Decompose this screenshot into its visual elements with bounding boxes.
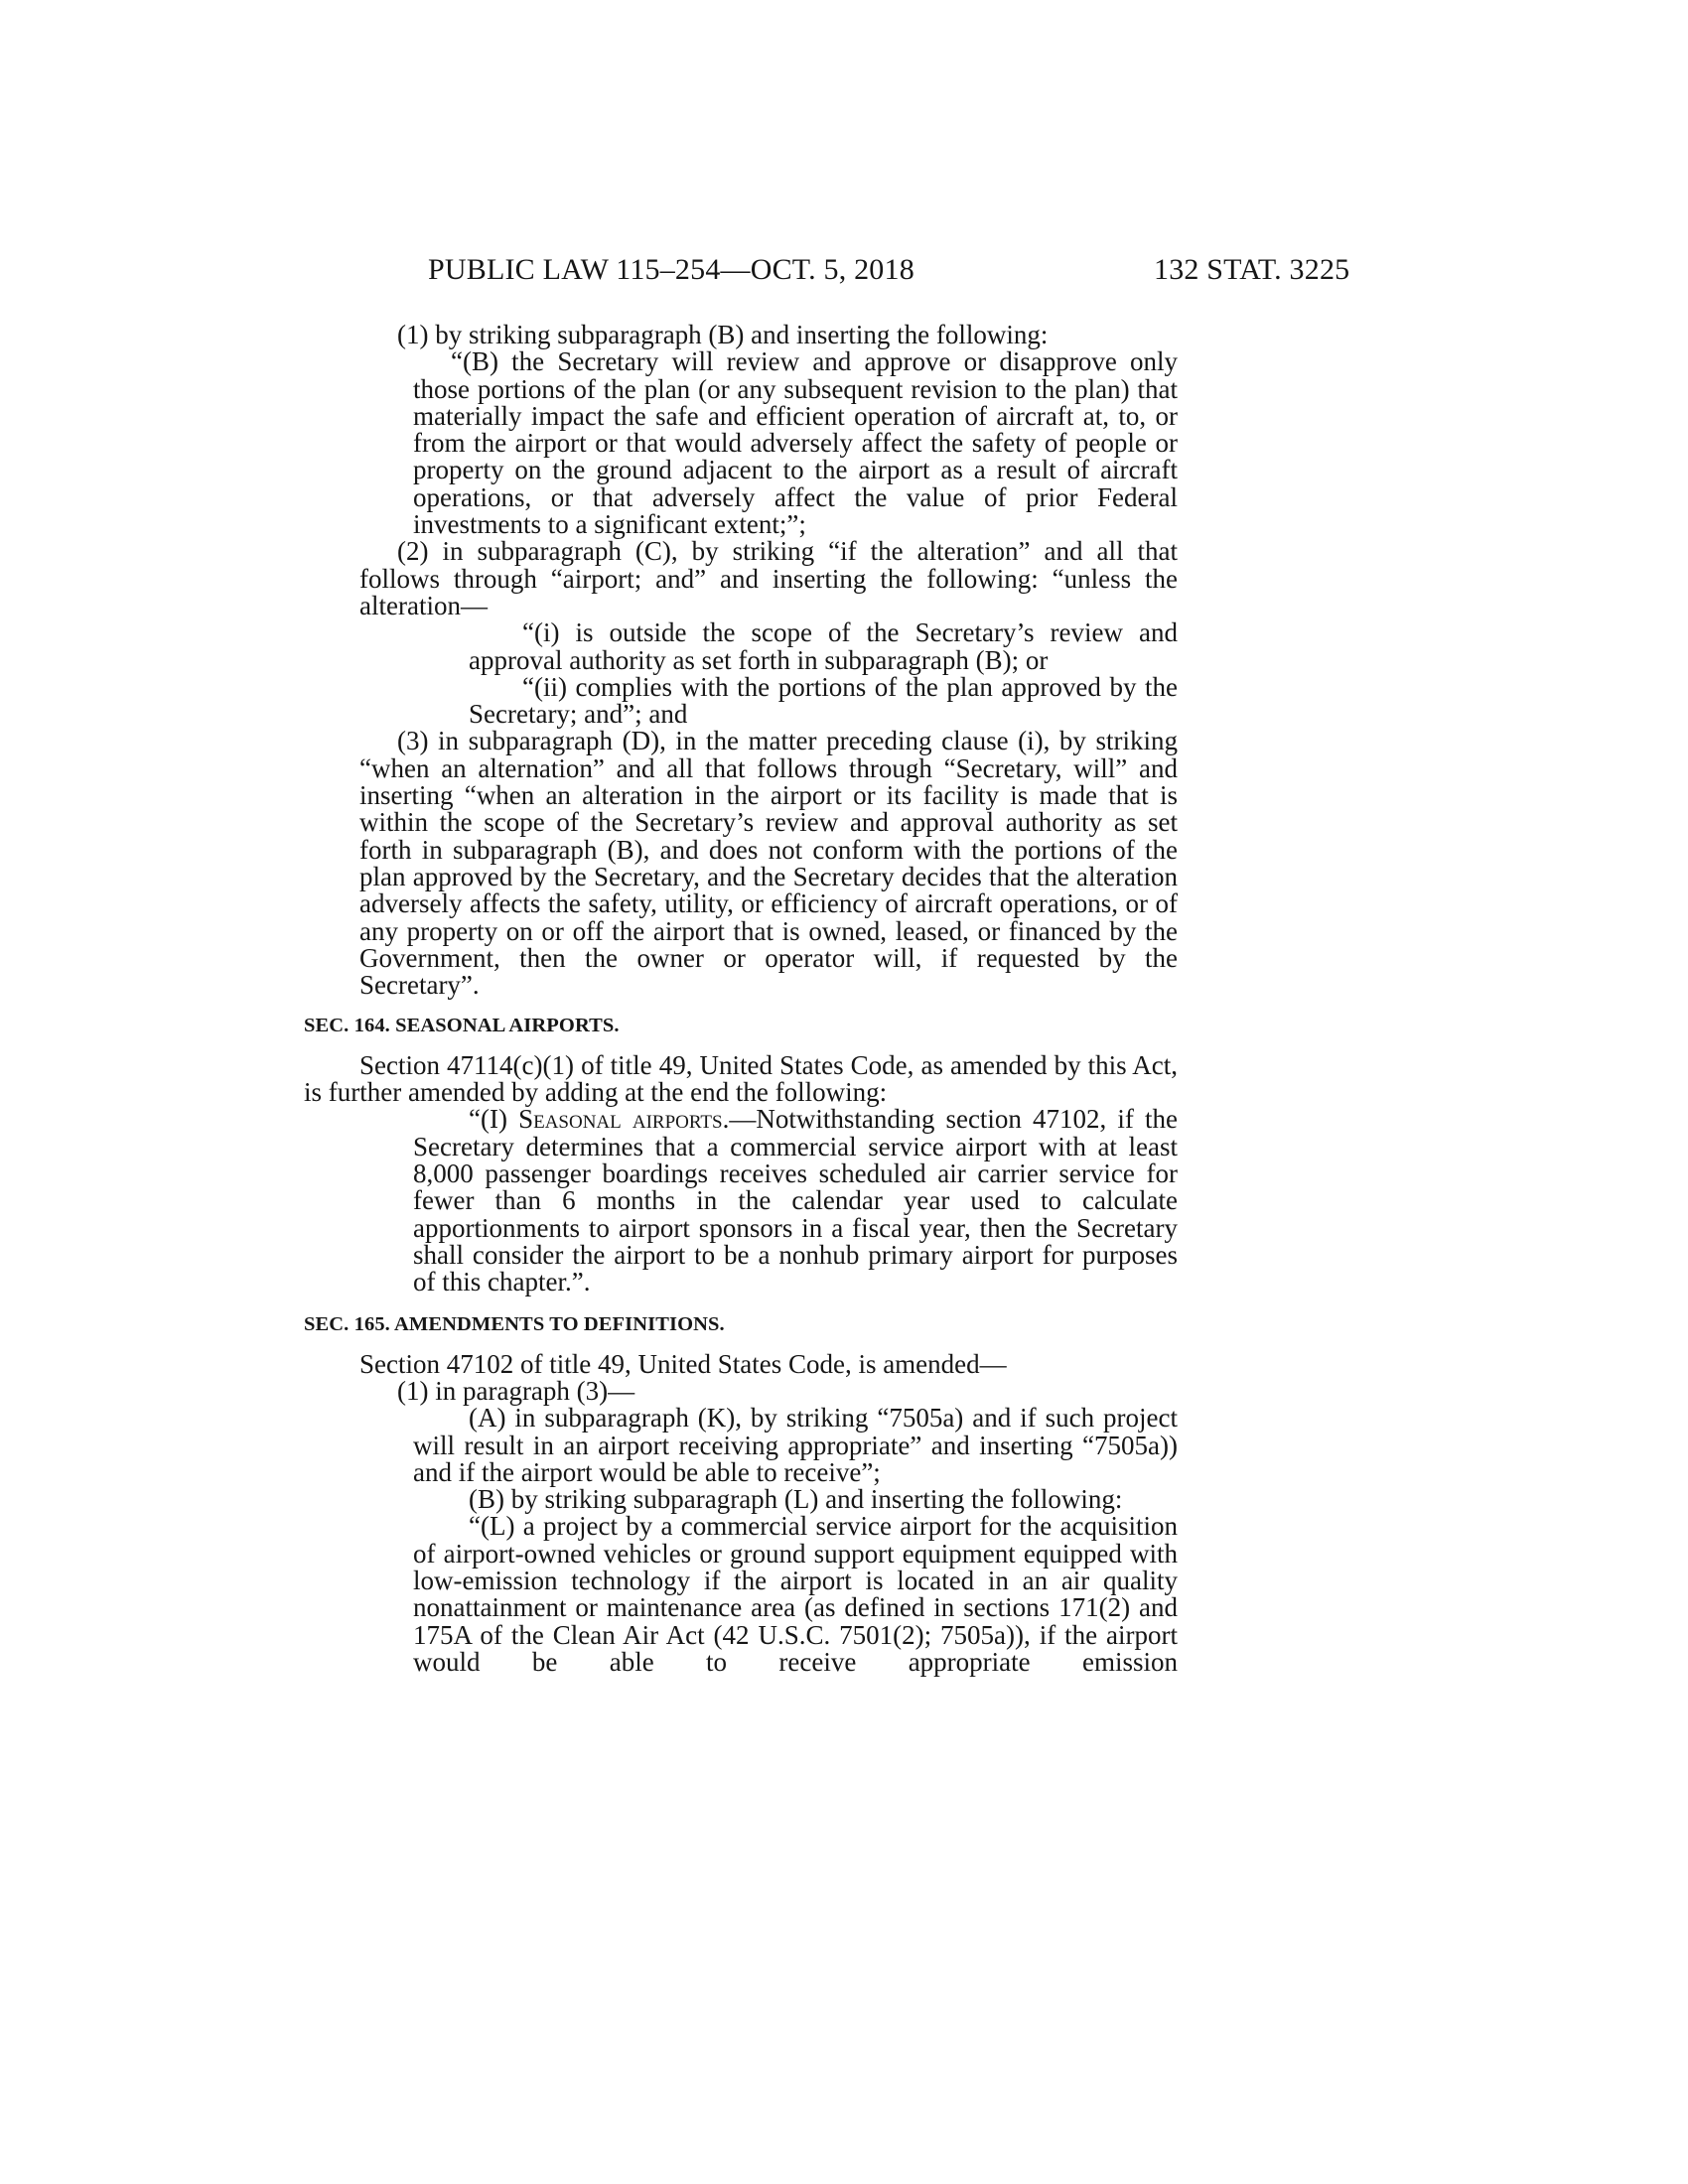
statute-body [0,322,1688,1676]
paragraph-3: (3) in subparagraph (D), in the matter preceding clause (i), by striking “when an alternation” and all that follows through “Secretary, will” and inserting “when an alteration in the airport or its facility is made that is within the scope of the Secretary’s review and approval authority as set forth in subparagraph (B), and does not conform with the portions of the plan approved by the Secretary, and the Secretary decides that the alteration adversely affects the safety, utility, or efficiency of aircraft operations, or of any property on or off the airport that is owned, leased, or financed by the Government, then the owner or operator will, if requested by the Secretary”. [359,726,1178,1001]
clause-ii: “(ii) complies with the portions of the plan approved by the Secretary; and”; and [469,671,1178,730]
stat-reference: 132 STAT. 3225 [1154,253,1350,286]
section-165-text: Section 47102 of title 49, United States Code, is amended— [359,1348,1007,1379]
seasonal-airports-prefix: “(I) [469,1104,519,1135]
paragraph-3-amendment: (1) in paragraph (3)— [397,1375,635,1406]
section-164-heading: SEC. 164. SEASONAL AIRPORTS. [304,1015,620,1037]
subparagraph-b: (B) by striking subparagraph (L) and inserting the following: [469,1484,1123,1515]
quoted-subparagraph-l: “(L) a project by a commercial service airport for the acquisition of airport-owned vehicles or ground support equipment equipped with low-emission technology if the airport is located in an air quality nonattainment or maintenance area (as defined in sections 171(2) and 175A of the Clean Air Act (42 U.S.C. 7501(2); 7505a)), if the airport would be able to receive appropriate emission [413,1511,1178,1677]
clause-i: “(i) is outside the scope of the Secretary’s review and approval authority as set forth in subparagraph (B); or [469,617,1178,675]
seasonal-airports-caption: Seasonal airports [518,1104,723,1135]
law-title: PUBLIC LAW 115–254—OCT. 5, 2018 [428,253,914,286]
section-164-text: Section 47114(c)(1) of title 49, United States Code, as amended by this Act, is further amended by adding at the end the following: [304,1049,1178,1108]
section-165-heading: SEC. 165. AMENDMENTS TO DEFINITIONS. [304,1313,725,1336]
paragraph-2: (2) in subparagraph (C), by striking “if the alteration” and all that follows through “airport; and” and inserting the following: “unless the alteration— [359,536,1178,620]
subparagraph-a: (A) in subparagraph (K), by striking “7505a) and if such project will result in an airport receiving appropriate” and inserting “7505a)) and if the airport would be able to receive”; [413,1403,1178,1487]
seasonal-airports-text: .—Notwithstanding section 47102, if the Secretary determines that a commercial service airport with at least 8,000 passenger boardings receives scheduled air carrier service for fewer than 6 months in the calendar year used to calculate apportionments to airport sponsors in a fiscal year, then the Secretary shall consider the airport to be a nonhub primary airport for purposes of this chapter.”. [413,1104,1178,1297]
seasonal-airports-paragraph [413,1106,1178,1296]
quoted-subparagraph-b: “(B) the Secretary will review and approve or disapprove only those portions of the plan (or any subsequent revision to the plan) that materially impact the safe and efficient operation of aircraft at, to, or from the airport or that would adversely affect the safety of people or property on the ground adjacent to the airport as a result of aircraft operations, or that adversely affect the value of prior Federal investments to a significant extent;”; [413,346,1178,540]
paragraph-1: (1) by striking subparagraph (B) and inserting the following: [397,320,1049,349]
running-header [0,250,1688,290]
